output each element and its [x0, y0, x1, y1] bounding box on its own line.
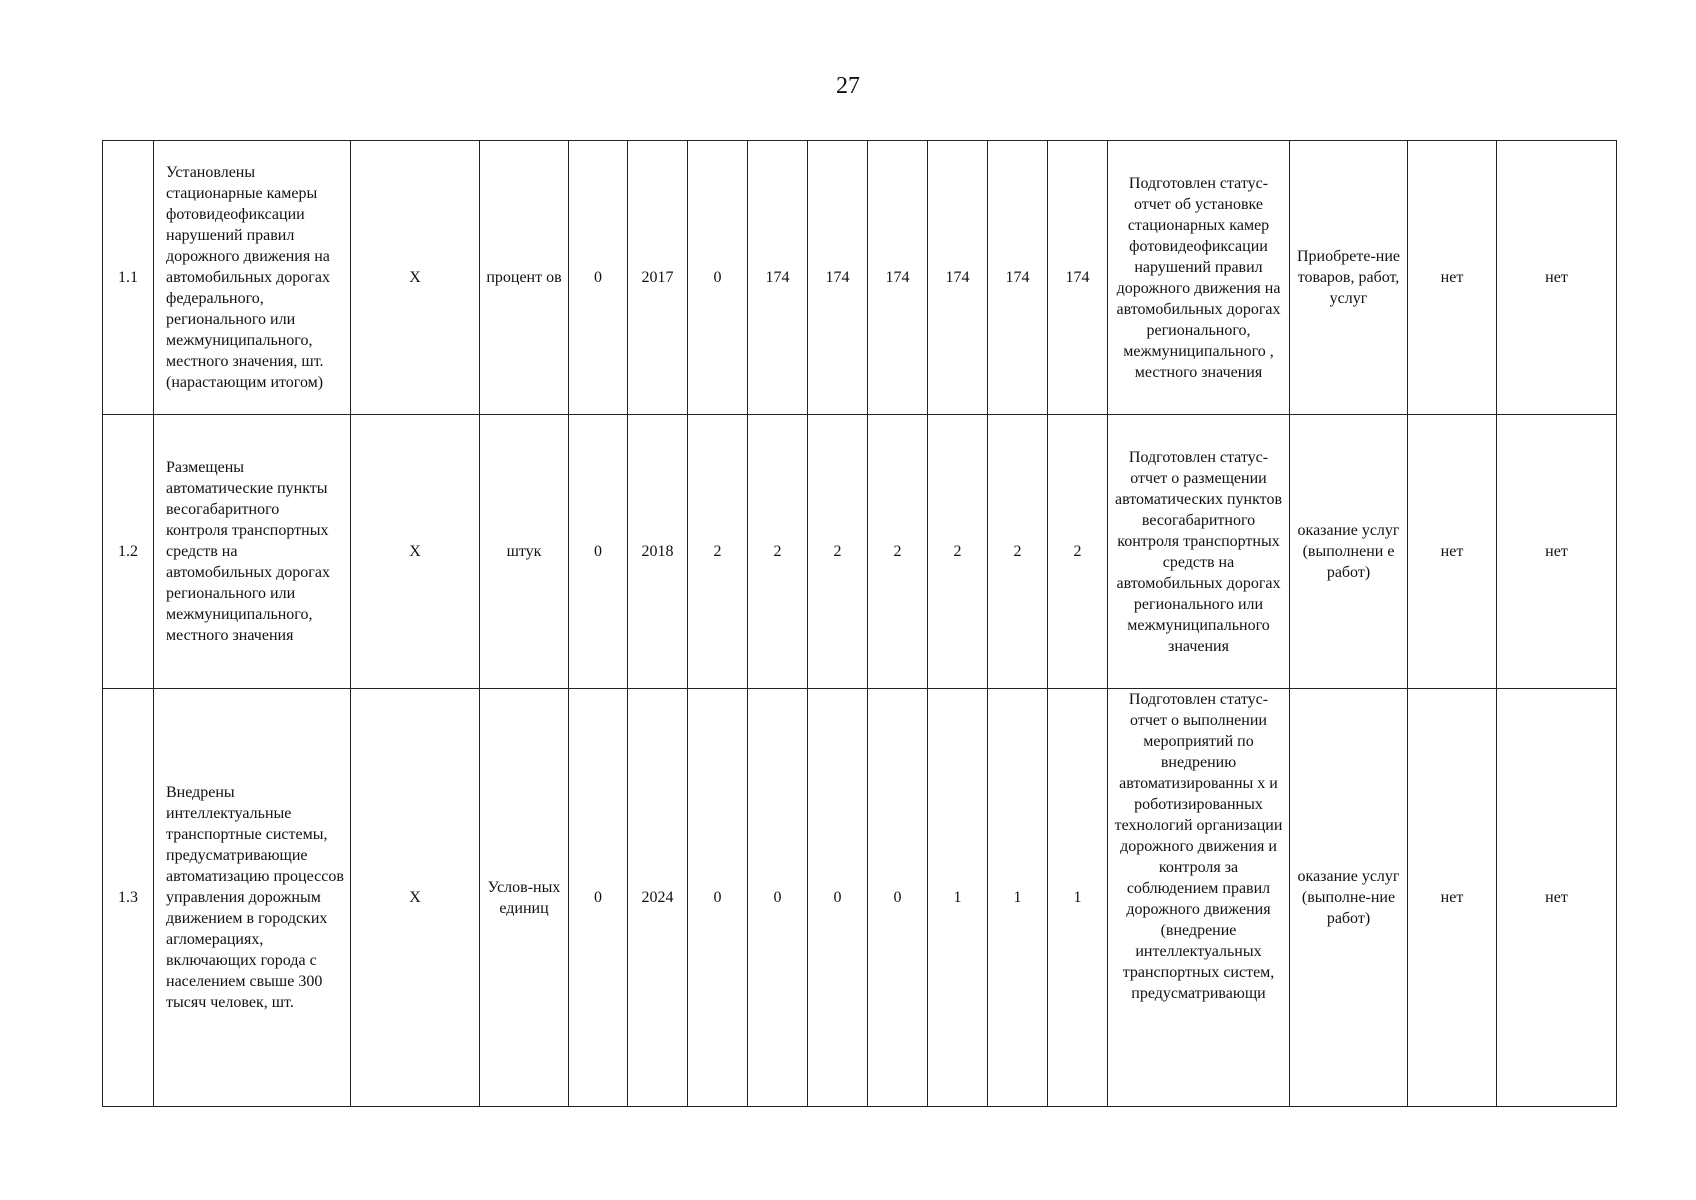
base-year-cell: 2018 [628, 415, 688, 689]
base-year-cell: 2024 [628, 689, 688, 1107]
value-cell: 2 [748, 415, 808, 689]
value-cell: 1 [928, 689, 988, 1107]
flag-cell: нет [1497, 141, 1617, 415]
result-name: Внедрены интеллектуальные транспортные системы, предусматривающие автоматизацию процессов управления дорожным движением в городских агломерациях, включающих города с населением свыше 300 тысяч человек, шт. [154, 689, 351, 1107]
value-cell: 2 [928, 415, 988, 689]
row-number: 1.3 [103, 689, 154, 1107]
table-row [103, 415, 1617, 689]
value-cell: 174 [1048, 141, 1108, 415]
value-cell: 174 [988, 141, 1048, 415]
flag-cell: нет [1408, 689, 1497, 1107]
value-cell: 2 [988, 415, 1048, 689]
result-description: Подготовлен статус-отчет об установке стационарных камер фотовидеофиксации нарушений правил дорожного движения на автомобильных дорогах регионального, межмуниципального , местного значения [1108, 141, 1290, 415]
value-cell: 174 [868, 141, 928, 415]
flag-cell: нет [1497, 689, 1617, 1107]
unit-cell: штук [480, 415, 569, 689]
table-row [103, 141, 1617, 415]
unit-cell: процент ов [480, 141, 569, 415]
result-name: Размещены автоматические пункты весогабаритного контроля транспортных средств на автомобильных дорогах регионального или межмуниципального, местного значения [154, 415, 351, 689]
value-cell: 2 [868, 415, 928, 689]
flag-cell: нет [1408, 415, 1497, 689]
value-cell: 0 [688, 689, 748, 1107]
value-cell: 1 [988, 689, 1048, 1107]
value-cell: 174 [808, 141, 868, 415]
marker-cell: X [351, 141, 480, 415]
base-year-cell: 2017 [628, 141, 688, 415]
result-type: оказание услуг (выполне-ние работ) [1290, 689, 1408, 1107]
table-row [103, 689, 1617, 1107]
value-cell: 174 [928, 141, 988, 415]
base-value-cell: 0 [569, 689, 628, 1107]
result-type: оказание услуг (выполнени е работ) [1290, 415, 1408, 689]
value-cell: 2 [688, 415, 748, 689]
base-value-cell: 0 [569, 415, 628, 689]
unit-cell: Услов-ных единиц [480, 689, 569, 1107]
page-number: 27 [836, 73, 860, 99]
result-name: Установлены стационарные камеры фотовидеофиксации нарушений правил дорожного движения на автомобильных дорогах федерального, регионального или межмуниципального, местного значения, шт. (нарастающим итогом) [154, 141, 351, 415]
value-cell: 1 [1048, 689, 1108, 1107]
value-cell: 2 [1048, 415, 1108, 689]
project-results-table [102, 140, 1617, 1107]
flag-cell: нет [1497, 415, 1617, 689]
result-type: Приобрете-ние товаров, работ, услуг [1290, 141, 1408, 415]
value-cell: 174 [748, 141, 808, 415]
result-description: Подготовлен статус-отчет о выполнении мероприятий по внедрению автоматизированны х и роботизированных технологий организации дорожного движения и контроля за соблюдением правил дорожного движения (внедрение интеллектуальных транспортных систем, предусматривающи [1108, 689, 1290, 1107]
marker-cell: X [351, 415, 480, 689]
row-number: 1.1 [103, 141, 154, 415]
value-cell: 2 [808, 415, 868, 689]
marker-cell: X [351, 689, 480, 1107]
value-cell: 0 [868, 689, 928, 1107]
row-number: 1.2 [103, 415, 154, 689]
flag-cell: нет [1408, 141, 1497, 415]
result-description: Подготовлен статус-отчет о размещении автоматических пунктов весогабаритного контроля транспортных средств на автомобильных дорогах регионального или межмуниципального значения [1108, 415, 1290, 689]
value-cell: 0 [808, 689, 868, 1107]
base-value-cell: 0 [569, 141, 628, 415]
value-cell: 0 [688, 141, 748, 415]
value-cell: 0 [748, 689, 808, 1107]
